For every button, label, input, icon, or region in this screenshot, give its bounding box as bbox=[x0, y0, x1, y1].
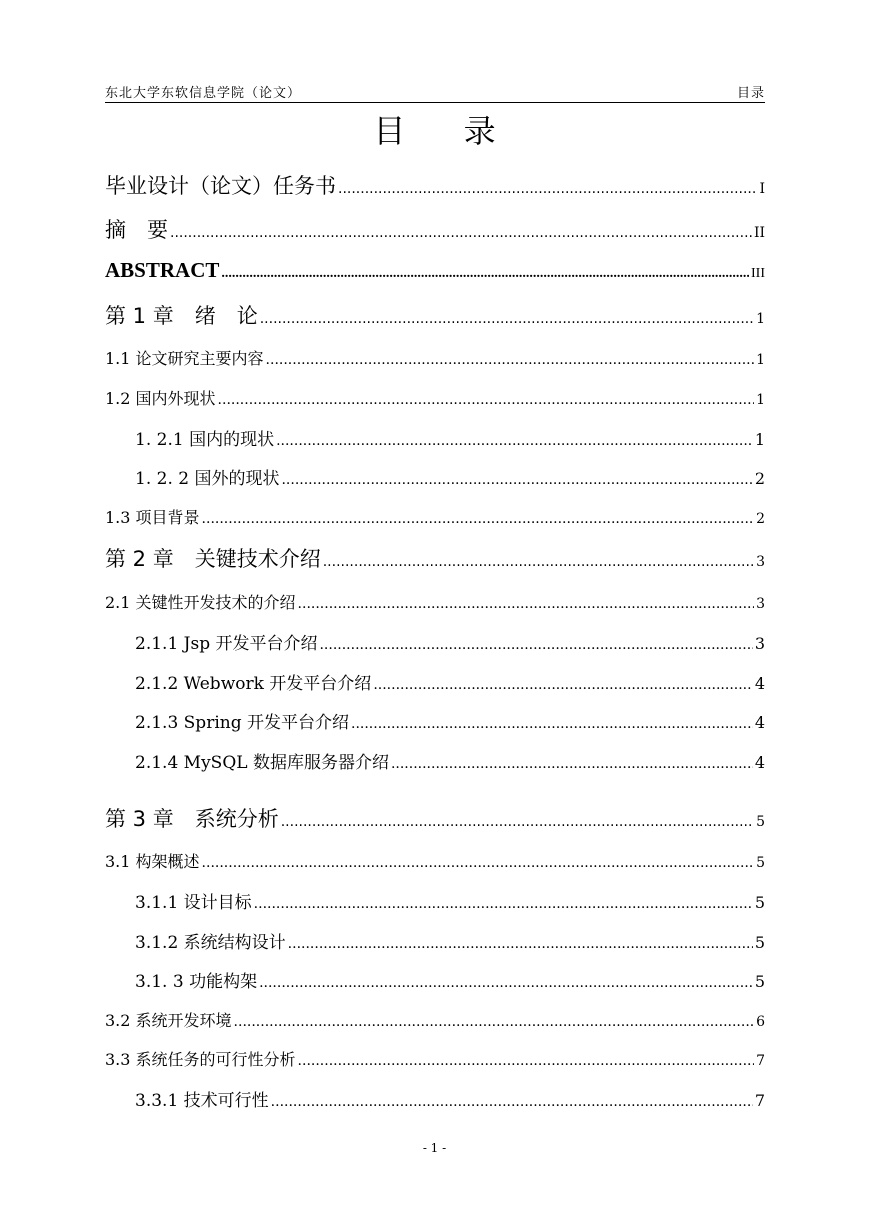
toc-leader bbox=[351, 716, 753, 732]
toc-entry-2-1[interactable] bbox=[105, 590, 765, 613]
toc-label: 2.1.4 MySQL 数据库服务器介绍 bbox=[135, 753, 389, 773]
toc-page-number: 1 bbox=[754, 430, 765, 449]
toc-label: 1.3 项目背景 bbox=[105, 508, 200, 527]
toc-leader bbox=[391, 756, 753, 772]
toc-label: 3.3.1 技术可行性 bbox=[135, 1091, 269, 1111]
toc-entry-3-3-1[interactable] bbox=[135, 1086, 765, 1111]
toc-page-number: 4 bbox=[754, 713, 765, 732]
toc-entry-task-book[interactable] bbox=[105, 170, 765, 200]
page-footer-number: - 1 - bbox=[422, 1141, 447, 1155]
toc-entry-abstract-cn[interactable] bbox=[105, 214, 765, 244]
toc-leader bbox=[260, 311, 754, 327]
toc-label: 2.1 关键性开发技术的介绍 bbox=[105, 593, 296, 612]
toc-leader bbox=[338, 181, 757, 197]
toc-leader bbox=[288, 936, 753, 952]
toc-leader bbox=[170, 225, 752, 241]
toc-page-number: 7 bbox=[754, 1091, 765, 1110]
toc-page-number: 5 bbox=[756, 855, 765, 871]
toc-leader bbox=[281, 472, 752, 488]
toc-entry-1-1[interactable] bbox=[105, 346, 765, 369]
toc-leader bbox=[221, 266, 749, 282]
toc-entry-3-1-1[interactable] bbox=[135, 888, 765, 913]
toc-label: 3.1.1 设计目标 bbox=[135, 893, 252, 913]
toc-entry-chapter-3[interactable] bbox=[105, 803, 765, 833]
toc-leader bbox=[259, 975, 753, 991]
toc-page-number: I bbox=[759, 181, 765, 197]
toc-leader bbox=[218, 392, 755, 408]
toc-label: 第 3 章 系统分析 bbox=[105, 807, 279, 831]
toc-page-number: 5 bbox=[754, 972, 765, 991]
toc-label: 2.1.1 Jsp 开发平台介绍 bbox=[135, 634, 318, 654]
toc-page-number: 4 bbox=[754, 674, 765, 693]
toc-entry-abstract-en[interactable] bbox=[105, 258, 765, 283]
toc-page-number: 3 bbox=[754, 634, 765, 653]
toc-label: 毕业设计（论文）任务书 bbox=[105, 174, 336, 198]
toc-entry-chapter-2[interactable] bbox=[105, 543, 765, 573]
toc-entry-3-1-3[interactable] bbox=[135, 967, 765, 992]
toc-entry-1-3[interactable] bbox=[105, 505, 765, 528]
toc-entry-3-1[interactable] bbox=[105, 849, 765, 872]
toc-label: 3.1 构架概述 bbox=[105, 852, 200, 871]
toc-label: 1.2 国内外现状 bbox=[105, 389, 216, 408]
toc-page-number: 7 bbox=[756, 1053, 765, 1069]
header-institution: 东北大学东软信息学院（论文） bbox=[105, 86, 302, 101]
toc-label: 第 2 章 关键技术介绍 bbox=[105, 547, 321, 571]
toc-label: 第 1 章 绪 论 bbox=[105, 304, 258, 328]
toc-label: 3.1. 3 功能构架 bbox=[135, 972, 258, 992]
toc-page-number: 3 bbox=[756, 554, 765, 570]
toc-leader bbox=[266, 352, 755, 368]
toc-page-number: 2 bbox=[754, 469, 765, 488]
toc-entry-2-1-4[interactable] bbox=[135, 748, 765, 773]
toc-leader bbox=[202, 511, 755, 527]
toc-leader bbox=[323, 554, 754, 570]
header-section: 目录 bbox=[736, 86, 765, 101]
toc-leader bbox=[298, 596, 755, 612]
toc-page-number: 1 bbox=[756, 352, 765, 368]
toc-page-number: 3 bbox=[756, 596, 765, 612]
toc-entry-3-1-2[interactable] bbox=[135, 928, 765, 953]
toc-label: 3.3 系统任务的可行性分析 bbox=[105, 1050, 296, 1069]
toc-page-number: 4 bbox=[754, 753, 765, 772]
toc-leader bbox=[319, 637, 752, 653]
toc-label: ABSTRACT bbox=[105, 258, 220, 282]
page-title: 目 录 bbox=[373, 112, 520, 150]
toc-label: 3.1.2 系统结构设计 bbox=[135, 933, 286, 953]
toc-page-number: 5 bbox=[754, 933, 765, 952]
toc-label: 1. 2. 2 国外的现状 bbox=[135, 469, 280, 489]
toc-page-number: 6 bbox=[756, 1014, 765, 1030]
toc-entry-2-1-3[interactable] bbox=[135, 708, 765, 733]
toc-label: 摘 要 bbox=[105, 218, 168, 242]
toc-leader bbox=[373, 677, 753, 693]
toc-leader bbox=[298, 1053, 755, 1069]
toc-page-number: II bbox=[753, 225, 765, 241]
toc-entry-chapter-1[interactable] bbox=[105, 300, 765, 330]
toc-entry-1-2-1[interactable] bbox=[135, 425, 765, 450]
toc-page-number: 1 bbox=[756, 311, 765, 327]
toc-label: 3.2 系统开发环境 bbox=[105, 1011, 232, 1030]
toc-entry-1-2[interactable] bbox=[105, 386, 765, 409]
toc-entry-2-1-1[interactable] bbox=[135, 629, 765, 654]
toc-entry-3-2[interactable] bbox=[105, 1008, 765, 1031]
toc-page-number: 1 bbox=[756, 392, 765, 408]
toc-leader bbox=[254, 896, 753, 912]
running-header bbox=[105, 82, 765, 103]
toc-leader bbox=[281, 814, 754, 830]
toc-entry-1-2-2[interactable] bbox=[135, 464, 765, 489]
toc-label: 2.1.3 Spring 开发平台介绍 bbox=[135, 713, 349, 733]
toc-page-number: 2 bbox=[756, 511, 765, 527]
toc-entry-3-3[interactable] bbox=[105, 1047, 765, 1070]
toc-label: 1. 2.1 国内的现状 bbox=[135, 430, 275, 450]
toc-entry-2-1-2[interactable] bbox=[135, 669, 765, 694]
toc-leader bbox=[202, 855, 755, 871]
toc-page-number: 5 bbox=[756, 814, 765, 830]
toc-page-number: III bbox=[751, 266, 765, 281]
toc-label: 1.1 论文研究主要内容 bbox=[105, 349, 264, 368]
toc-page-number: 5 bbox=[754, 893, 765, 912]
toc-label: 2.1.2 Webwork 开发平台介绍 bbox=[135, 674, 372, 694]
toc-leader bbox=[234, 1014, 755, 1030]
toc-leader bbox=[276, 433, 753, 449]
toc-leader bbox=[271, 1094, 753, 1110]
